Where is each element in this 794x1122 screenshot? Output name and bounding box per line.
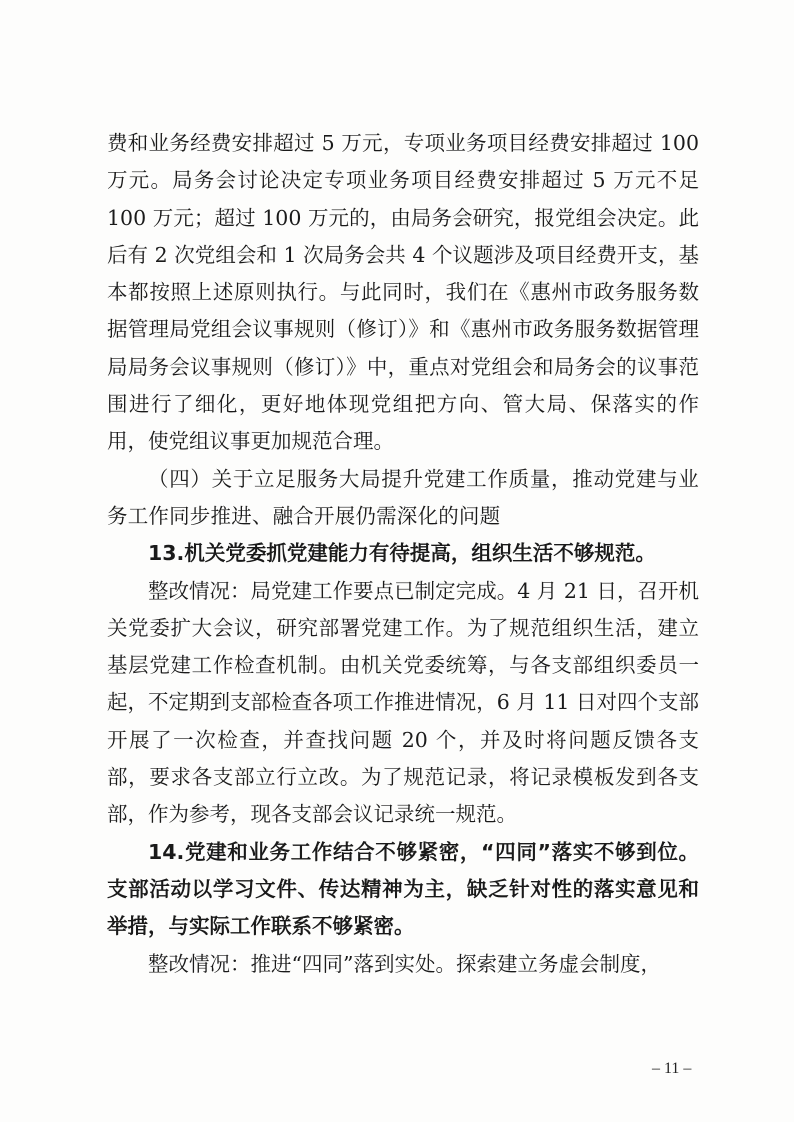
item-14-rectification: 整改情况：推进“四同”落到实处。探索建立务虚会制度，: [148, 951, 661, 976]
paragraph-continuation: 费和业务经费安排超过 5 万元，专项业务项目经费安排超过 100 万元。局务会讨论决定专项业务项目经费安排超过 5 万元不足 100 万元；超过 100 万元的，由局务会研究，报党组会决定。此后有 2 次党组会和 1 次局务会共 4 个议题涉及项目经费开支，基本都按照上述原则执行。与此同时，我们在《惠州市政务服务数据管理局党组会议事规则（修订）》和《惠州市政务服务数据管理局局务会议事规则（修订）》中，重点对党组会和局务会的议事范围进行了细化，更好地体现党组把方向、管大局、保落实的作用，使党组议事更加规范合理。: [107, 131, 699, 454]
item-14-heading: 14.党建和业务工作结合不够紧密，“四同”落实不够到位。支部活动以学习文件、传达精神为主，缺乏针对性的落实意见和举措，与实际工作联系不够紧密。: [107, 839, 699, 939]
page-number: – 11 –: [652, 1060, 692, 1077]
document-body: [107, 125, 699, 983]
section-heading-four: （四）关于立足服务大局提升党建工作质量，推动党建与业务工作同步推进、融合开展仍需深化的问题: [107, 466, 699, 528]
item-13-rectification: 整改情况：局党建工作要点已制定完成。4 月 21 日，召开机关党委扩大会议，研究部署党建工作。为了规范组织生活，建立基层党建工作检查机制。由机关党委统筹，与各支部组织委员一起，不定期到支部检查各项工作推进情况，6 月 11 日对四个支部开展了一次检查，并查找问题 20 个，并及时将问题反馈各支部，要求各支部立行立改。为了规范记录，将记录模板发到各支部，作为参考，现各支部会议记录统一规范。: [107, 578, 699, 827]
item-13-heading: 13.机关党委抓党建能力有待提高，组织生活不够规范。: [148, 541, 656, 566]
